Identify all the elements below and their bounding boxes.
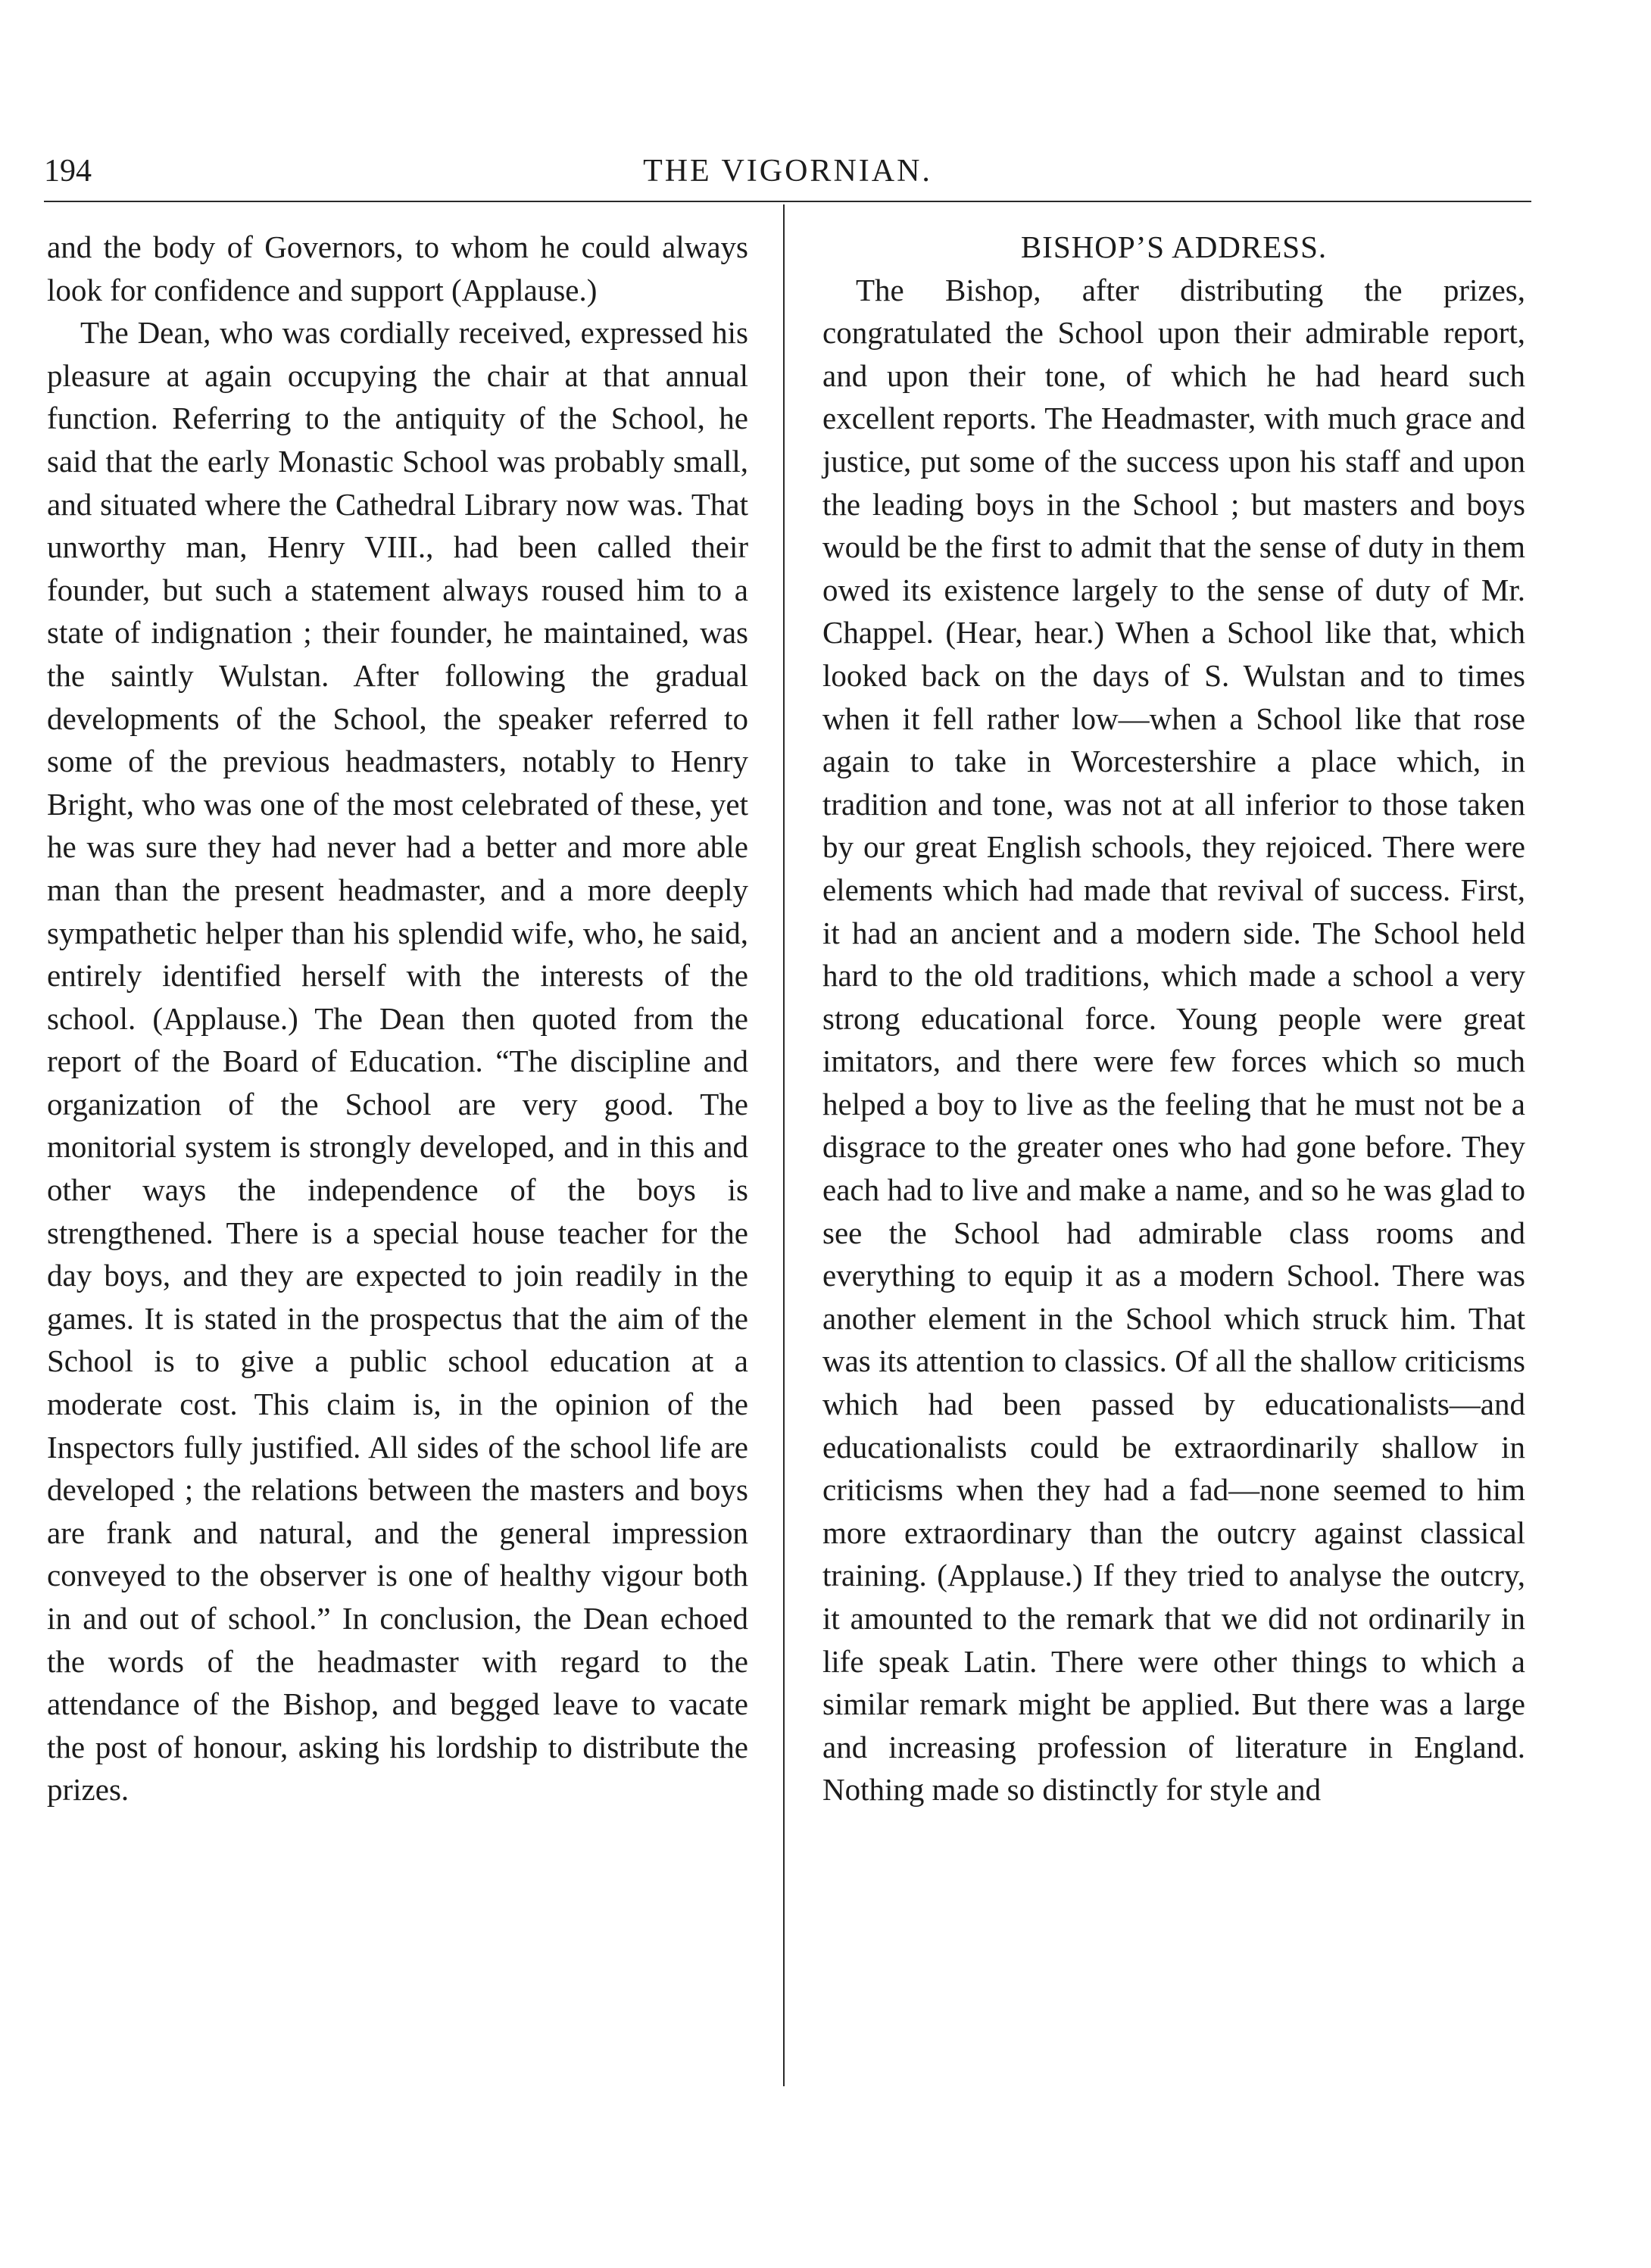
column-divider	[783, 204, 785, 2086]
right-paragraph-bishop-speech: The Bishop, after distributing the prizes, congratulated the School upon their admirable report, and upon their tone, of which he had heard such excellent reports. The Headmaster, with much grace and justice, put some of the success upon his staff and upon the leading boys in the School ; but masters and boys would be the first to admit that the sense of duty in them owed its existence largely to the sense of duty of Mr. Chappel. (Hear, hear.) When a School like that, which looked back on the days of S. Wulstan and to times when it fell rather low—when a School like that rose again to take in Worcestershire a place which, in tradition and tone, was not at all inferior to those taken by our great English schools, they rejoiced. There were elements which had made that revival of success. First, it had an ancient and a modern side. The School held hard to the old traditions, which made a school a very strong educational force. Young people were great imitators, and there were few forces which so much helped a boy to live as the feeling that he must not be a disgrace to the greater ones who had gone before. They each had to live and make a name, and so he was glad to see the School had admirable class rooms and everything to equip it as a modern School. There was another element in the School which struck him. That was its attention to classics. Of all the shallow criticisms which had been passed by educationalists—and educationalists could be extraordinarily shallow in criticisms when they had a fad—none seemed to him more extraordinary than the outcry against classical training. (Applause.) If they tried to analyse the outcry, it amounted to the remark that we did not ordinarily in life speak Latin. There were other things to which a similar remark might be applied. But there was a large and increasing profession of literature in England. Nothing made so distinctly for style and	[822, 272, 1525, 1808]
page-header	[44, 144, 1531, 198]
header-rule	[44, 201, 1531, 202]
left-column	[47, 226, 748, 1811]
section-heading-bishops-address: BISHOP’S ADDRESS.	[1020, 229, 1328, 264]
left-paragraph-dean-speech: The Dean, who was cordially received, expressed his pleasure at again occupying the chair at that annual function. Referring to the antiquity of the School, he said that the early Monastic School was probably small, and situated where the Cathedral Library now was. That unworthy man, Henry VIII., had been called their founder, but such a statement always roused him to a state of indignation ; their founder, he maintained, was the saintly Wulstan. After following the gradual developments of the School, the speaker referred to some of the previous headmasters, notably to Henry Bright, who was one of the most celebrated of these, yet he was sure they had never had a better and more able man than the present headmaster, and a more deeply sympathetic helper than his splendid wife, who, he said, entirely identified herself with the interests of the school. (Applause.) The Dean then quoted from the report of the Board of Education. “The discipline and organization of the School are very good. The monitorial system is strongly developed, and in this and other ways the independence of the boys is strengthened. There is a special house teacher for the day boys, and they are expected to join readily in the games. It is stated in the prospectus that the aim of the School is to give a public school education at a moderate cost. This claim is, in the opinion of the Inspectors fully justified. All sides of the school life are developed ; the relations between the masters and boys are frank and natural, and the general impression conveyed to the observer is one of healthy vigour both in and out of school.” In conclusion, the Dean echoed the words of the headmaster with regard to the attendance of the Bishop, and begged leave to vacate the post of honour, asking his lordship to distribute the prizes.	[47, 315, 748, 1808]
page-number: 194	[44, 154, 92, 189]
running-title: THE VIGORNIAN.	[643, 154, 932, 189]
left-paragraph-continuation: and the body of Governors, to whom he could always look for confidence and support (Applause.)	[47, 229, 748, 307]
right-column	[822, 226, 1525, 1811]
